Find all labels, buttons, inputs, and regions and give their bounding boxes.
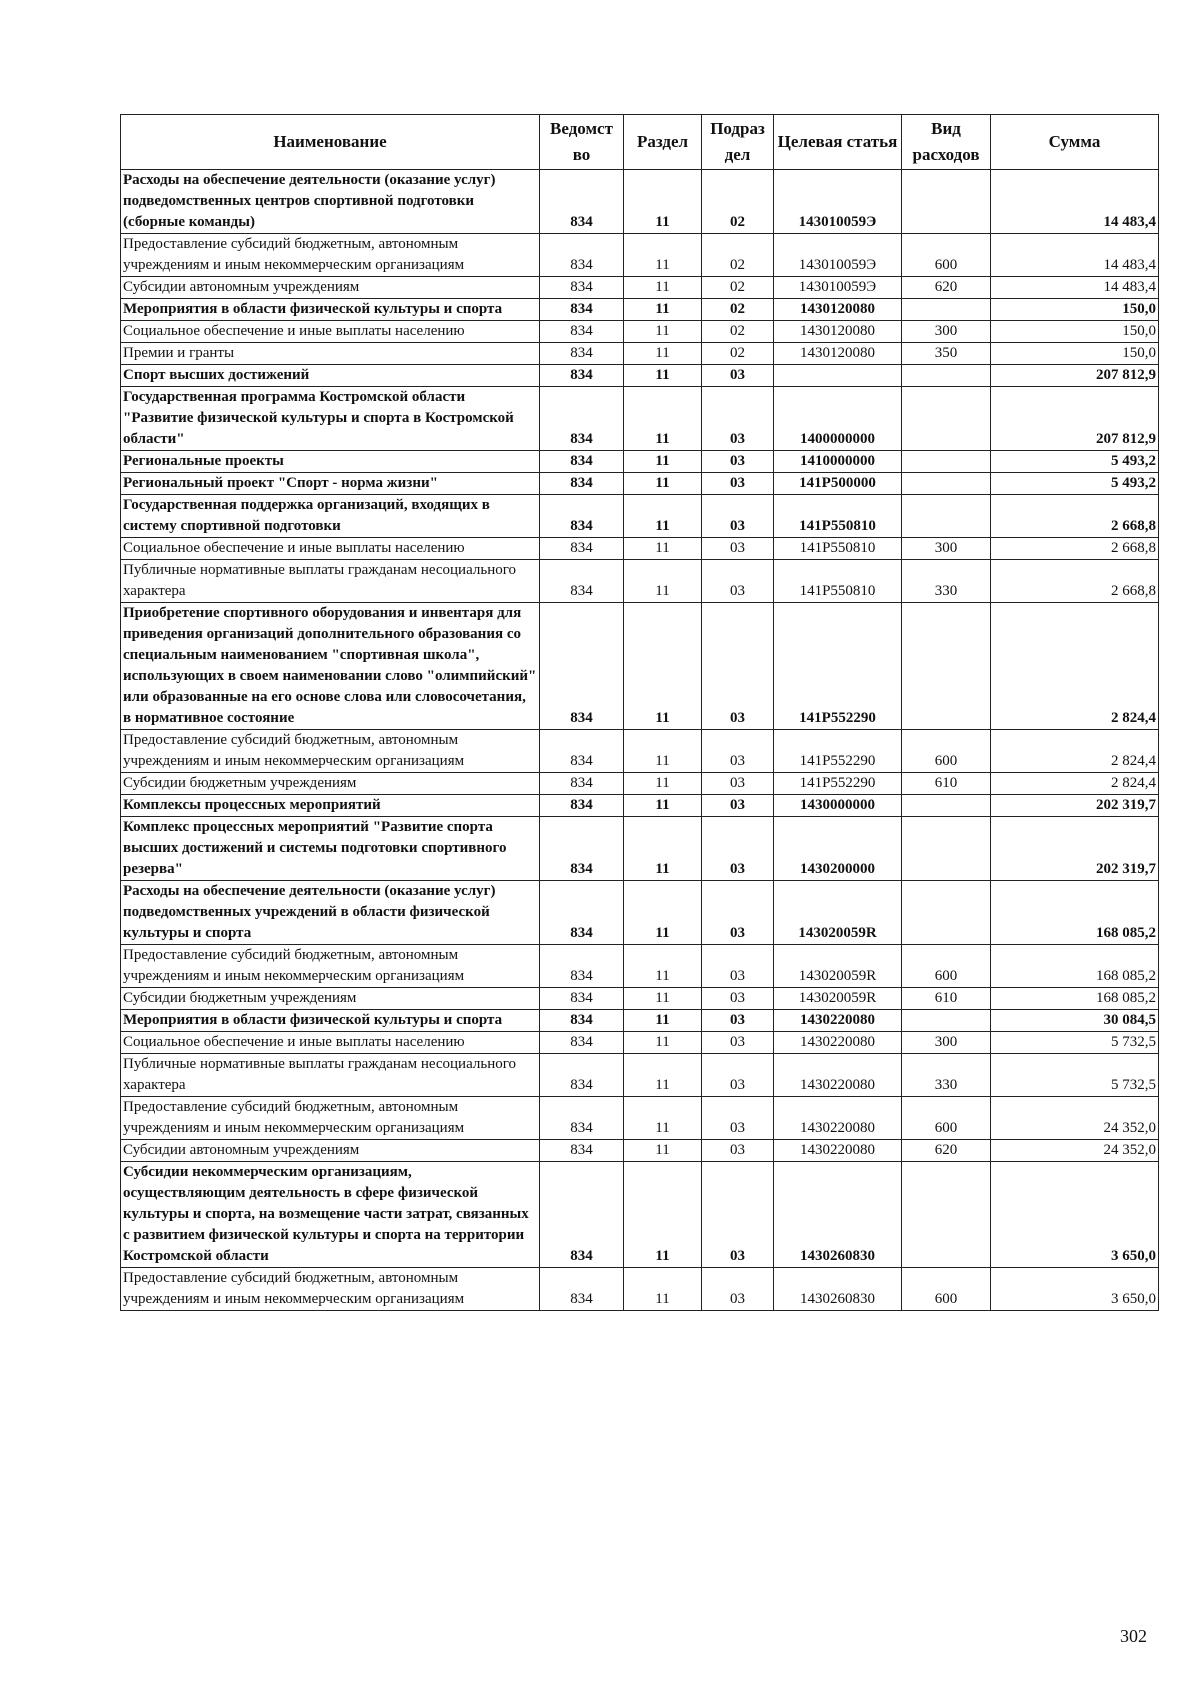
cell-name: Социальное обеспечение и иные выплаты населению bbox=[121, 321, 540, 343]
cell-dept: 834 bbox=[540, 773, 624, 795]
cell-name: Субсидии некоммерческим организациям, осуществляющим деятельность в сфере физической культуры и спорта, на возмещение части затрат, связанных с развитием физической культуры и спорта на территории Костромской области bbox=[121, 1162, 540, 1268]
cell-section: 11 bbox=[624, 387, 702, 451]
cell-target: 1430220080 bbox=[774, 1032, 902, 1054]
cell-sum: 3 650,0 bbox=[991, 1268, 1159, 1311]
table-row bbox=[121, 1010, 1159, 1032]
cell-section: 11 bbox=[624, 538, 702, 560]
table-row bbox=[121, 1097, 1159, 1140]
cell-subsection: 03 bbox=[702, 1162, 774, 1268]
cell-name: Субсидии бюджетным учреждениям bbox=[121, 988, 540, 1010]
cell-subsection: 02 bbox=[702, 321, 774, 343]
cell-dept: 834 bbox=[540, 277, 624, 299]
table-row bbox=[121, 365, 1159, 387]
cell-sum: 5 732,5 bbox=[991, 1032, 1159, 1054]
cell-dept: 834 bbox=[540, 1010, 624, 1032]
cell-exptype: 620 bbox=[902, 277, 991, 299]
cell-target: 141P500000 bbox=[774, 473, 902, 495]
cell-section: 11 bbox=[624, 817, 702, 881]
cell-subsection: 03 bbox=[702, 817, 774, 881]
cell-sum: 2 668,8 bbox=[991, 495, 1159, 538]
cell-exptype bbox=[902, 451, 991, 473]
cell-name: Предоставление субсидий бюджетным, автономным учреждениям и иным некоммерческим организациям bbox=[121, 945, 540, 988]
cell-dept: 834 bbox=[540, 473, 624, 495]
cell-sum: 14 483,4 bbox=[991, 234, 1159, 277]
cell-dept: 834 bbox=[540, 387, 624, 451]
header-subsection: Подраз дел bbox=[702, 115, 774, 170]
cell-sum: 150,0 bbox=[991, 321, 1159, 343]
cell-exptype bbox=[902, 387, 991, 451]
cell-exptype bbox=[902, 365, 991, 387]
cell-name: Региональный проект "Спорт - норма жизни" bbox=[121, 473, 540, 495]
header-dept: Ведомст во bbox=[540, 115, 624, 170]
table-row bbox=[121, 343, 1159, 365]
cell-exptype bbox=[902, 817, 991, 881]
cell-section: 11 bbox=[624, 1162, 702, 1268]
cell-subsection: 03 bbox=[702, 773, 774, 795]
table-row bbox=[121, 1032, 1159, 1054]
cell-sum: 30 084,5 bbox=[991, 1010, 1159, 1032]
cell-target bbox=[774, 365, 902, 387]
cell-name: Расходы на обеспечение деятельности (оказание услуг) подведомственных учреждений в области физической культуры и спорта bbox=[121, 881, 540, 945]
cell-section: 11 bbox=[624, 170, 702, 234]
header-name: Наименование bbox=[121, 115, 540, 170]
cell-exptype bbox=[902, 881, 991, 945]
table-row bbox=[121, 538, 1159, 560]
cell-section: 11 bbox=[624, 473, 702, 495]
cell-exptype: 600 bbox=[902, 730, 991, 773]
cell-name: Комплекс процессных мероприятий "Развитие спорта высших достижений и системы подготовки спортивного резерва" bbox=[121, 817, 540, 881]
cell-exptype: 600 bbox=[902, 234, 991, 277]
cell-exptype bbox=[902, 1162, 991, 1268]
cell-dept: 834 bbox=[540, 795, 624, 817]
cell-target: 1430120080 bbox=[774, 321, 902, 343]
cell-dept: 834 bbox=[540, 170, 624, 234]
cell-section: 11 bbox=[624, 988, 702, 1010]
cell-dept: 834 bbox=[540, 234, 624, 277]
cell-target: 141P552290 bbox=[774, 603, 902, 730]
cell-name: Публичные нормативные выплаты гражданам несоциального характера bbox=[121, 1054, 540, 1097]
cell-exptype: 350 bbox=[902, 343, 991, 365]
table-body bbox=[121, 170, 1159, 1311]
cell-section: 11 bbox=[624, 234, 702, 277]
cell-name: Предоставление субсидий бюджетным, автономным учреждениям и иным некоммерческим организациям bbox=[121, 1097, 540, 1140]
cell-sum: 2 668,8 bbox=[991, 560, 1159, 603]
cell-exptype bbox=[902, 170, 991, 234]
cell-name: Социальное обеспечение и иные выплаты населению bbox=[121, 1032, 540, 1054]
cell-subsection: 03 bbox=[702, 451, 774, 473]
cell-exptype: 600 bbox=[902, 1268, 991, 1311]
cell-sum: 150,0 bbox=[991, 343, 1159, 365]
cell-target: 143020059R bbox=[774, 988, 902, 1010]
cell-dept: 834 bbox=[540, 321, 624, 343]
cell-name: Приобретение спортивного оборудования и инвентаря для приведения организаций дополнительного образования со специальным наименованием "спортивная школа", использующих в своем наименовании слово "олимпийский" или образованные на его основе слова или словосочетания, в нормативное состояние bbox=[121, 603, 540, 730]
cell-name: Мероприятия в области физической культуры и спорта bbox=[121, 1010, 540, 1032]
cell-section: 11 bbox=[624, 1010, 702, 1032]
cell-target: 141P550810 bbox=[774, 538, 902, 560]
cell-sum: 5 493,2 bbox=[991, 451, 1159, 473]
cell-exptype: 600 bbox=[902, 945, 991, 988]
cell-dept: 834 bbox=[540, 1162, 624, 1268]
cell-target: 1430260830 bbox=[774, 1268, 902, 1311]
cell-subsection: 03 bbox=[702, 1010, 774, 1032]
cell-subsection: 02 bbox=[702, 170, 774, 234]
cell-subsection: 02 bbox=[702, 299, 774, 321]
cell-name: Мероприятия в области физической культуры и спорта bbox=[121, 299, 540, 321]
cell-section: 11 bbox=[624, 321, 702, 343]
cell-sum: 24 352,0 bbox=[991, 1140, 1159, 1162]
cell-sum: 150,0 bbox=[991, 299, 1159, 321]
cell-exptype bbox=[902, 795, 991, 817]
cell-target: 1430000000 bbox=[774, 795, 902, 817]
cell-subsection: 03 bbox=[702, 495, 774, 538]
cell-target: 1430120080 bbox=[774, 343, 902, 365]
header-sum: Сумма bbox=[991, 115, 1159, 170]
cell-sum: 168 085,2 bbox=[991, 988, 1159, 1010]
cell-exptype: 620 bbox=[902, 1140, 991, 1162]
cell-subsection: 03 bbox=[702, 945, 774, 988]
cell-target: 1430120080 bbox=[774, 299, 902, 321]
cell-target: 1430220080 bbox=[774, 1054, 902, 1097]
cell-subsection: 03 bbox=[702, 1268, 774, 1311]
cell-subsection: 03 bbox=[702, 988, 774, 1010]
table-row bbox=[121, 495, 1159, 538]
cell-target: 1430220080 bbox=[774, 1010, 902, 1032]
cell-subsection: 03 bbox=[702, 365, 774, 387]
cell-subsection: 03 bbox=[702, 881, 774, 945]
cell-section: 11 bbox=[624, 945, 702, 988]
cell-dept: 834 bbox=[540, 945, 624, 988]
cell-target: 143020059R bbox=[774, 881, 902, 945]
cell-subsection: 03 bbox=[702, 1032, 774, 1054]
cell-name: Субсидии бюджетным учреждениям bbox=[121, 773, 540, 795]
cell-sum: 24 352,0 bbox=[991, 1097, 1159, 1140]
table-row bbox=[121, 988, 1159, 1010]
cell-dept: 834 bbox=[540, 1032, 624, 1054]
cell-sum: 3 650,0 bbox=[991, 1162, 1159, 1268]
cell-exptype bbox=[902, 603, 991, 730]
table-row bbox=[121, 817, 1159, 881]
cell-dept: 834 bbox=[540, 538, 624, 560]
cell-sum: 2 668,8 bbox=[991, 538, 1159, 560]
table-row bbox=[121, 730, 1159, 773]
cell-dept: 834 bbox=[540, 603, 624, 730]
table-row bbox=[121, 321, 1159, 343]
cell-target: 141P550810 bbox=[774, 560, 902, 603]
cell-name: Расходы на обеспечение деятельности (оказание услуг) подведомственных центров спортивной подготовки (сборные команды) bbox=[121, 170, 540, 234]
table-row bbox=[121, 387, 1159, 451]
cell-subsection: 03 bbox=[702, 603, 774, 730]
table-header-row bbox=[121, 115, 1159, 170]
cell-sum: 5 493,2 bbox=[991, 473, 1159, 495]
cell-dept: 834 bbox=[540, 817, 624, 881]
cell-section: 11 bbox=[624, 1032, 702, 1054]
cell-section: 11 bbox=[624, 1097, 702, 1140]
cell-subsection: 03 bbox=[702, 387, 774, 451]
cell-section: 11 bbox=[624, 560, 702, 603]
table-row bbox=[121, 170, 1159, 234]
cell-subsection: 03 bbox=[702, 1097, 774, 1140]
cell-section: 11 bbox=[624, 730, 702, 773]
header-section: Раздел bbox=[624, 115, 702, 170]
cell-section: 11 bbox=[624, 495, 702, 538]
table-row bbox=[121, 1054, 1159, 1097]
table-row bbox=[121, 773, 1159, 795]
cell-sum: 168 085,2 bbox=[991, 881, 1159, 945]
cell-dept: 834 bbox=[540, 451, 624, 473]
cell-exptype: 300 bbox=[902, 1032, 991, 1054]
cell-exptype: 300 bbox=[902, 538, 991, 560]
table-row bbox=[121, 1268, 1159, 1311]
header-target: Целевая статья bbox=[774, 115, 902, 170]
cell-section: 11 bbox=[624, 603, 702, 730]
cell-name: Предоставление субсидий бюджетным, автономным учреждениям и иным некоммерческим организациям bbox=[121, 1268, 540, 1311]
cell-exptype bbox=[902, 473, 991, 495]
table-row bbox=[121, 277, 1159, 299]
table-row bbox=[121, 451, 1159, 473]
cell-target: 141P550810 bbox=[774, 495, 902, 538]
cell-target: 1430220080 bbox=[774, 1140, 902, 1162]
cell-target: 141P552290 bbox=[774, 730, 902, 773]
cell-sum: 2 824,4 bbox=[991, 773, 1159, 795]
table-row bbox=[121, 473, 1159, 495]
header-exptype: Вид расходов bbox=[902, 115, 991, 170]
cell-name: Комплексы процессных мероприятий bbox=[121, 795, 540, 817]
cell-exptype bbox=[902, 299, 991, 321]
cell-exptype: 300 bbox=[902, 321, 991, 343]
cell-section: 11 bbox=[624, 881, 702, 945]
cell-subsection: 03 bbox=[702, 795, 774, 817]
cell-exptype: 600 bbox=[902, 1097, 991, 1140]
table-row bbox=[121, 945, 1159, 988]
cell-target: 141P552290 bbox=[774, 773, 902, 795]
cell-dept: 834 bbox=[540, 1140, 624, 1162]
cell-section: 11 bbox=[624, 1140, 702, 1162]
cell-sum: 5 732,5 bbox=[991, 1054, 1159, 1097]
cell-sum: 207 812,9 bbox=[991, 365, 1159, 387]
cell-name: Премии и гранты bbox=[121, 343, 540, 365]
cell-target: 1400000000 bbox=[774, 387, 902, 451]
table-row bbox=[121, 881, 1159, 945]
cell-sum: 2 824,4 bbox=[991, 730, 1159, 773]
table-row bbox=[121, 299, 1159, 321]
cell-exptype: 610 bbox=[902, 773, 991, 795]
cell-subsection: 03 bbox=[702, 473, 774, 495]
cell-target: 1430220080 bbox=[774, 1097, 902, 1140]
cell-section: 11 bbox=[624, 299, 702, 321]
cell-subsection: 03 bbox=[702, 560, 774, 603]
cell-section: 11 bbox=[624, 795, 702, 817]
cell-name: Спорт высших достижений bbox=[121, 365, 540, 387]
cell-section: 11 bbox=[624, 1054, 702, 1097]
table-row bbox=[121, 560, 1159, 603]
cell-name: Субсидии автономным учреждениям bbox=[121, 277, 540, 299]
cell-dept: 834 bbox=[540, 299, 624, 321]
cell-name: Публичные нормативные выплаты гражданам несоциального характера bbox=[121, 560, 540, 603]
cell-exptype: 330 bbox=[902, 560, 991, 603]
cell-subsection: 03 bbox=[702, 730, 774, 773]
cell-dept: 834 bbox=[540, 365, 624, 387]
cell-name: Социальное обеспечение и иные выплаты населению bbox=[121, 538, 540, 560]
cell-dept: 834 bbox=[540, 730, 624, 773]
cell-exptype bbox=[902, 1010, 991, 1032]
cell-name: Предоставление субсидий бюджетным, автономным учреждениям и иным некоммерческим организациям bbox=[121, 730, 540, 773]
table-row bbox=[121, 603, 1159, 730]
cell-target: 143010059Э bbox=[774, 277, 902, 299]
cell-subsection: 03 bbox=[702, 538, 774, 560]
cell-dept: 834 bbox=[540, 1268, 624, 1311]
cell-name: Субсидии автономным учреждениям bbox=[121, 1140, 540, 1162]
page-number: 302 bbox=[1120, 1626, 1147, 1646]
table-row bbox=[121, 1140, 1159, 1162]
cell-target: 1410000000 bbox=[774, 451, 902, 473]
cell-section: 11 bbox=[624, 1268, 702, 1311]
cell-name: Региональные проекты bbox=[121, 451, 540, 473]
cell-subsection: 02 bbox=[702, 234, 774, 277]
cell-target: 143010059Э bbox=[774, 170, 902, 234]
cell-sum: 168 085,2 bbox=[991, 945, 1159, 988]
cell-dept: 834 bbox=[540, 1054, 624, 1097]
cell-subsection: 02 bbox=[702, 343, 774, 365]
cell-target: 1430200000 bbox=[774, 817, 902, 881]
cell-section: 11 bbox=[624, 343, 702, 365]
cell-section: 11 bbox=[624, 773, 702, 795]
cell-sum: 2 824,4 bbox=[991, 603, 1159, 730]
cell-section: 11 bbox=[624, 451, 702, 473]
cell-name: Государственная поддержка организаций, входящих в систему спортивной подготовки bbox=[121, 495, 540, 538]
cell-subsection: 03 bbox=[702, 1054, 774, 1097]
cell-subsection: 02 bbox=[702, 277, 774, 299]
cell-dept: 834 bbox=[540, 988, 624, 1010]
cell-dept: 834 bbox=[540, 1097, 624, 1140]
budget-table bbox=[120, 114, 1159, 1311]
cell-sum: 14 483,4 bbox=[991, 277, 1159, 299]
cell-subsection: 03 bbox=[702, 1140, 774, 1162]
cell-sum: 202 319,7 bbox=[991, 817, 1159, 881]
cell-name: Предоставление субсидий бюджетным, автономным учреждениям и иным некоммерческим организациям bbox=[121, 234, 540, 277]
cell-sum: 207 812,9 bbox=[991, 387, 1159, 451]
cell-target: 1430260830 bbox=[774, 1162, 902, 1268]
table-row bbox=[121, 1162, 1159, 1268]
cell-section: 11 bbox=[624, 277, 702, 299]
cell-dept: 834 bbox=[540, 881, 624, 945]
cell-target: 143020059R bbox=[774, 945, 902, 988]
cell-target: 143010059Э bbox=[774, 234, 902, 277]
cell-exptype: 610 bbox=[902, 988, 991, 1010]
cell-name: Государственная программа Костромской области "Развитие физической культуры и спорта в Костромской области" bbox=[121, 387, 540, 451]
cell-sum: 14 483,4 bbox=[991, 170, 1159, 234]
table-row bbox=[121, 234, 1159, 277]
cell-dept: 834 bbox=[540, 343, 624, 365]
table-row bbox=[121, 795, 1159, 817]
cell-section: 11 bbox=[624, 365, 702, 387]
cell-dept: 834 bbox=[540, 495, 624, 538]
cell-exptype bbox=[902, 495, 991, 538]
cell-exptype: 330 bbox=[902, 1054, 991, 1097]
cell-sum: 202 319,7 bbox=[991, 795, 1159, 817]
cell-dept: 834 bbox=[540, 560, 624, 603]
